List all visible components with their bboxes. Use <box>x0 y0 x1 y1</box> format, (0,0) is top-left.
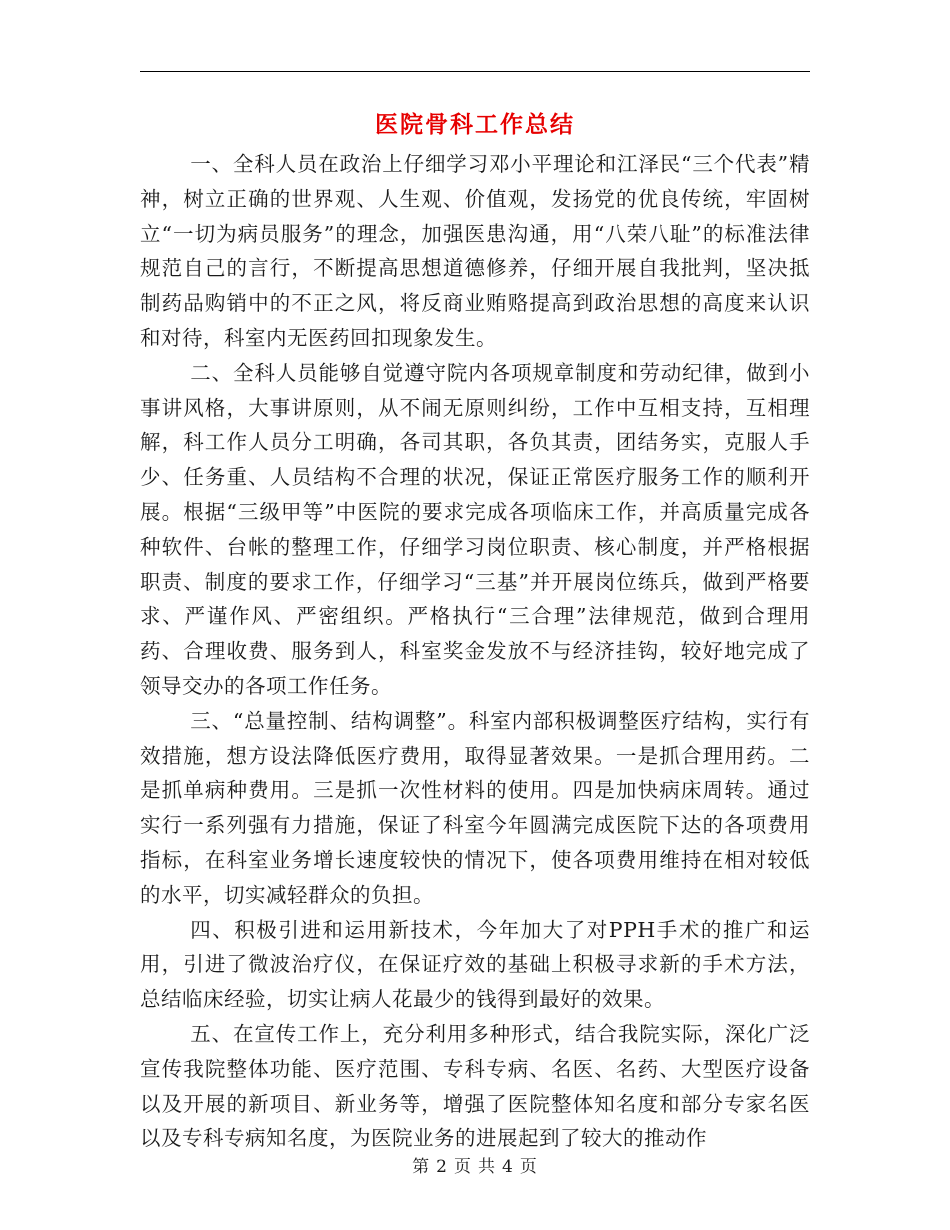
footer-suffix: 页 <box>519 1157 538 1177</box>
footer-current-page: 2 <box>436 1157 448 1177</box>
document-title: 医院骨科工作总结 <box>375 111 575 138</box>
footer-total-word: 共 <box>478 1157 496 1177</box>
header-rule <box>140 71 810 72</box>
footer-total-pages: 4 <box>502 1157 514 1177</box>
footer-prefix: 第 <box>412 1157 431 1177</box>
paragraph-3: 三、“总量控制、结构调整”。科室内部积极调整医疗结构，实行有效措施，想方设法降低医疗费用，取得显著效果。一是抓合理用药。二是抓单病种费用。三是抓一次性材料的使用。四是加快病床周转。通过实行一系列强有力措施，保证了科室今年圆满完成医院下达的各项费用指标，在科室业务增长速度较快的情况下，使各项费用维持在相对较低的水平，切实减轻群众的负担。 <box>140 708 810 907</box>
paragraph-5: 五、在宣传工作上，充分利用多种形式，结合我院实际，深化广泛宣传我院整体功能、医疗范围、专科专病、名医、名药、大型医疗设备以及开展的新项目、新业务等，增强了医院整体知名度和部分专家名医以及专科专病知名度，为医院业务的进展起到了较大的推动作 <box>140 1021 810 1151</box>
paragraph-1: 一、全科人员在政治上仔细学习邓小平理论和江泽民“三个代表”精神，树立正确的世界观、人生观、价值观，发扬党的优良传统，牢固树立“一切为病员服务”的理念，加强医患沟通，用“八荣八耻”的标准法律规范自己的言行，不断提高思想道德修养，仔细开展自我批判，坚决抵制药品购销中的不正之风，将反商业贿赂提高到政治思想的高度来认识和对待，科室内无医药回扣现象发生。 <box>140 152 810 350</box>
document-body <box>140 147 810 1156</box>
paragraph-4: 四、积极引进和运用新技术，今年加大了对PPH手术的推广和运用，引进了微波治疗仪，在保证疗效的基础上积极寻求新的手术方法，总结临床经验，切实让病人花最少的钱得到最好的效果。 <box>140 917 810 1012</box>
page-footer <box>0 1152 950 1177</box>
footer-page-word: 页 <box>454 1157 472 1177</box>
paragraph-2: 二、全科人员能够自觉遵守院内各项规章制度和劳动纪律，做到小事讲风格，大事讲原则，从不闹无原则纠纷，工作中互相支持，互相理解，科工作人员分工明确，各司其职，各负其责，团结务实，克服人手少、任务重、人员结构不合理的状况，保证正常医疗服务工作的顺利开展。根据“三级甲等”中医院的要求完成各项临床工作，并高质量完成各种软件、台帐的整理工作，仔细学习岗位职责、核心制度，并严格根据职责、制度的要求工作，仔细学习“三基”并开展岗位练兵，做到严格要求、严谨作风、严密组织。严格执行“三合理”法律规范，做到合理用药、合理收费、服务到人，科室奖金发放不与经济挂钩，较好地完成了领导交办的各项工作任务。 <box>140 360 810 698</box>
